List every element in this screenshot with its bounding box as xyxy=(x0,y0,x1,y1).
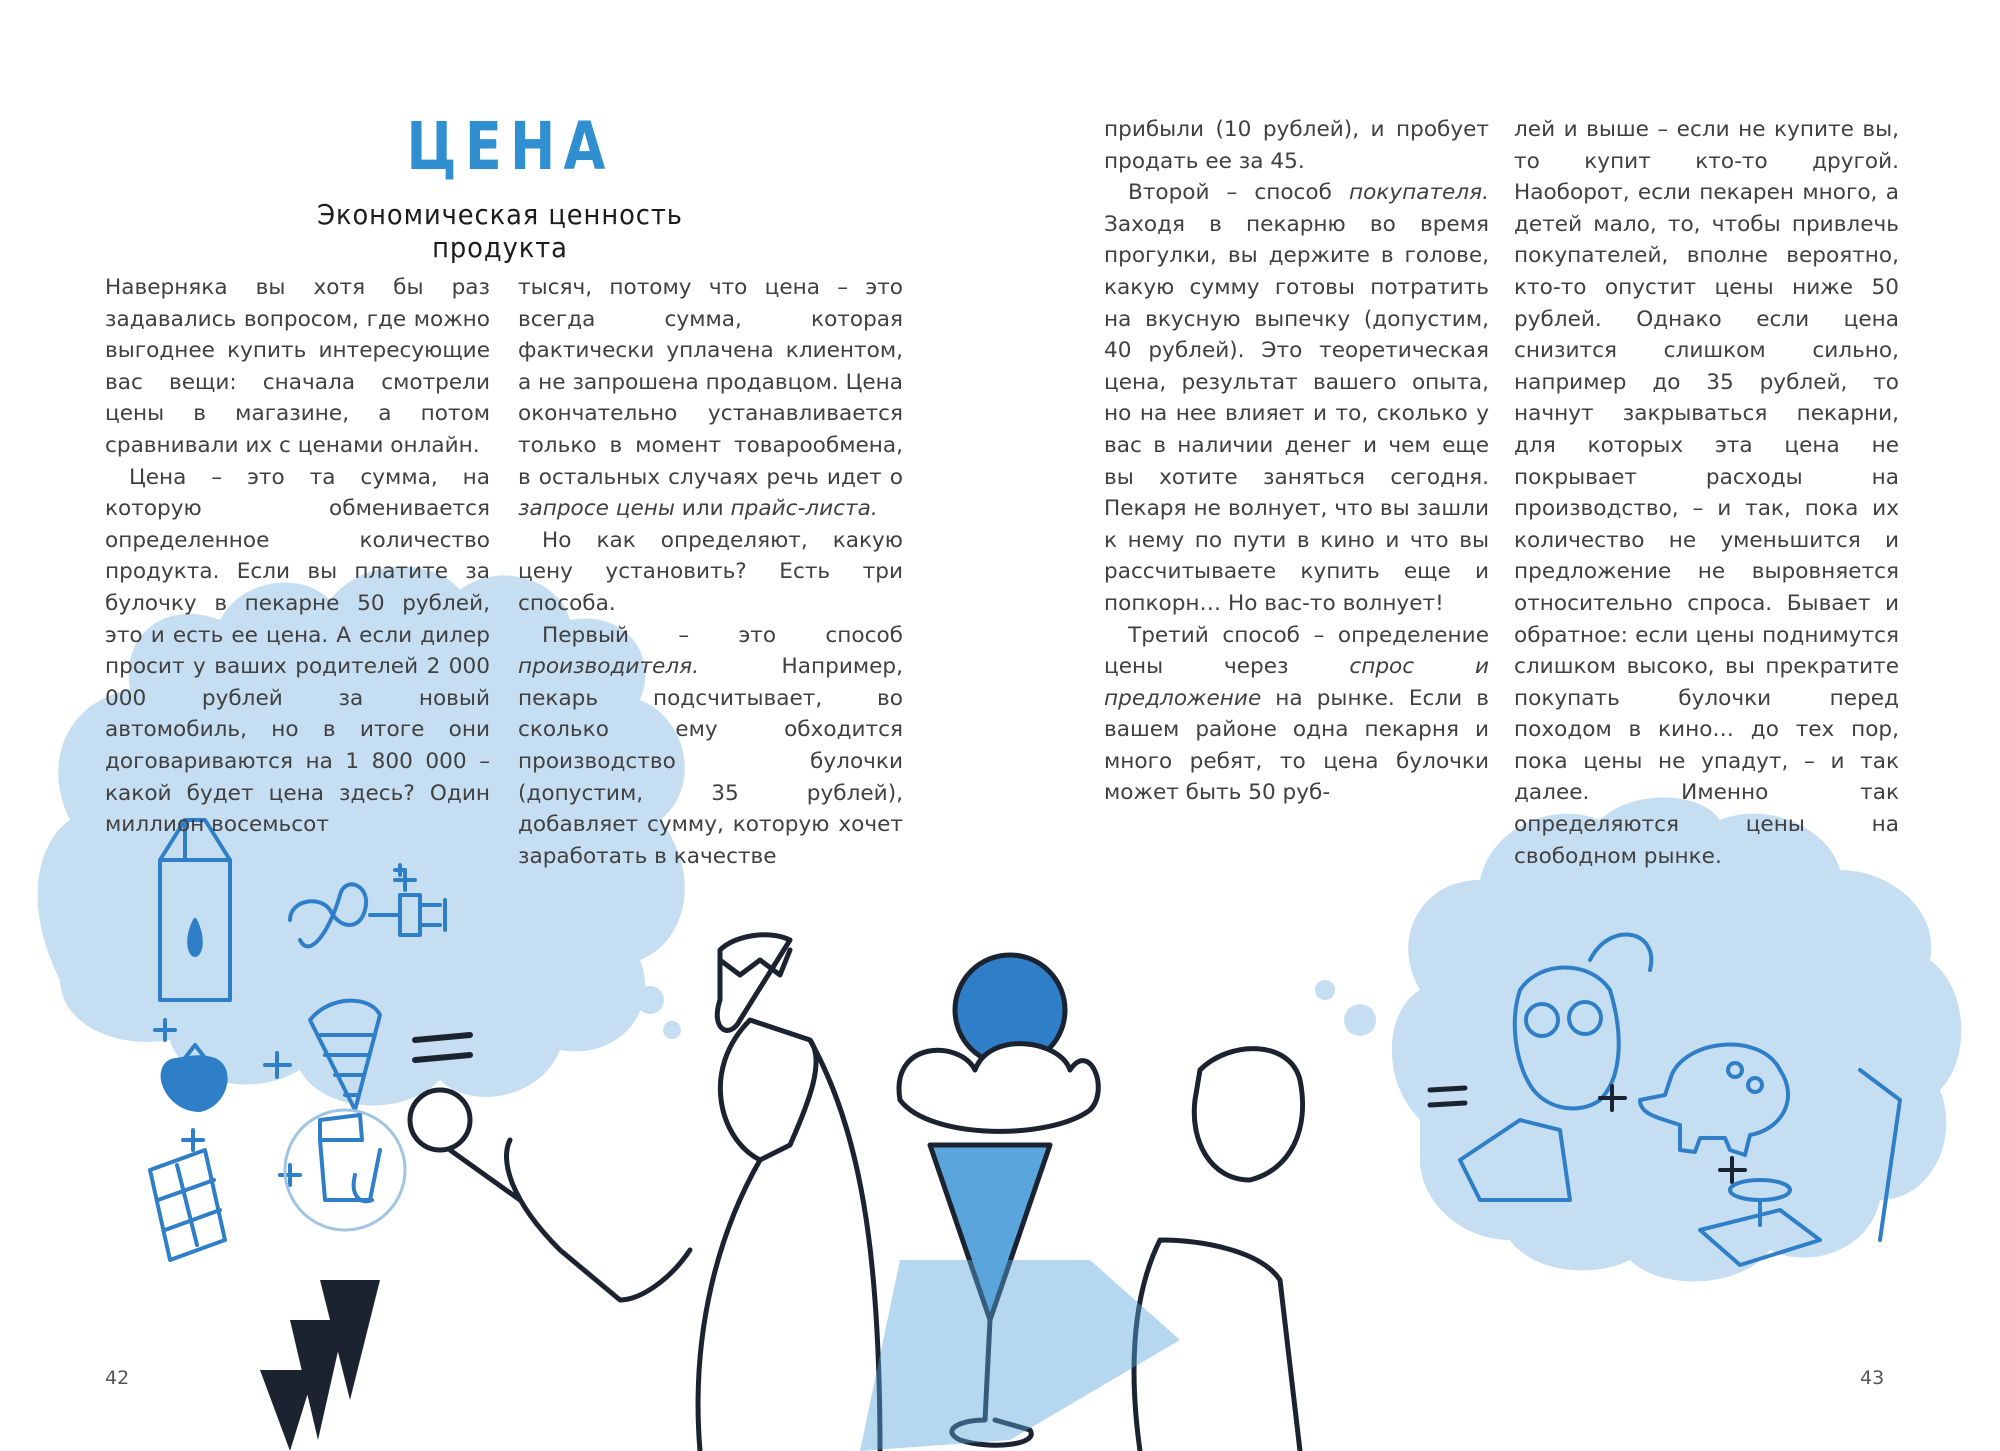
paragraph: прибыли (10 рублей), и пробует продать ее за 45. xyxy=(1104,117,1489,174)
term-emphasis: спрос и предложение xyxy=(1104,654,1489,711)
plus-sign xyxy=(183,1130,203,1150)
text-column-2 xyxy=(518,272,903,872)
term-emphasis: запросе цены xyxy=(518,496,675,522)
child-character xyxy=(1134,1049,1303,1451)
paragraph: Наверняка вы хотя бы раз задавались вопросом, где можно выгоднее купить интересующие вас вещи: сначала смотрели цены в магазине, а потом сравнивали их с ценами онлайн. xyxy=(105,275,490,458)
text-column-4 xyxy=(1514,114,1899,872)
chocolate-bar-icon xyxy=(150,1150,225,1260)
text-column-1 xyxy=(105,272,490,841)
paragraph: Второй – способ покупателя. Заходя в пекарню во время прогулки, вы держите в голове, какую сумму готовы потратить на вкусную выпечку (допустим, 40 рублей). Это теоретическая цена, результат вашего опыта, но на нее влияет и то, сколько у вас в наличии денег и чем еще вы хотите заняться сегодня. Пекаря не волнует, что вы зашли к нему по пути в кино и что вы рассчитываете купить еще и попкорн… Но вас-то волнует! xyxy=(1104,180,1489,616)
paragraph: Но как определяют, какую цену установить? Есть три способа. xyxy=(518,527,903,616)
paragraph: тысяч, потому что цена – это всегда сумма, которая фактически уплачена клиентом, а не запрошена продавцом. Цена окончательно устанавливается только в момент товарообмена, в остальных случаях речь идет о запросе цены или прайс-листа. xyxy=(518,275,903,522)
term-emphasis: производителя. xyxy=(518,654,699,680)
term-emphasis: покупателя. xyxy=(1348,180,1489,206)
page-number-right: 43 xyxy=(1860,1367,1885,1389)
plus-sign xyxy=(280,1165,300,1185)
baker-portrait-icon xyxy=(285,1110,405,1230)
page-subtitle: Экономическая ценность продукта xyxy=(317,198,683,264)
stacked-cones xyxy=(260,1280,380,1451)
page-number-left: 42 xyxy=(105,1367,130,1389)
term-emphasis: прайс-листа. xyxy=(730,496,878,522)
paragraph: лей и выше – если не купите вы, то купит кто-то другой. Наоборот, если пекарен много, а детей мало, то, чтобы привлечь покупателей, вполне вероятно, кто-то опустит цены ниже 50 рублей. Однако если цена снизится слишком сильно, например до 35 рублей, то начнут закрываться пекарни, для которых эта цена не покрывает расходы на производство, – и так, пока их количество не уменьшится и предложение не выровняется относительно спроса. Бывает и обратное: если цены поднимутся слишком высоко, вы прекратите покупать булочки перед походом в кино… до тех пор, пока цены не упадут, – и так далее. Именно так определяются цены на свободном рынке. xyxy=(1514,117,1899,869)
paragraph: Цена – это та сумма, на которую обменивается определенное количество продукта. Если вы платите за булочку в пекарне 50 рублей, это и есть ее цена. А если дилер просит у ваших родителей 2 000 000 рублей за новый автомобиль, но в итоге они договариваются на 1 800 000 – какой будет цена здесь? Один миллион восемьсот xyxy=(105,464,490,838)
text-column-3 xyxy=(1104,114,1489,809)
paragraph: Первый – это способ производителя. Например, пекарь подсчитывает, во сколько ему обходится производство булочки (допустим, 35 рублей), добавляет сумму, которую хочет заработать в качестве xyxy=(518,622,903,869)
paragraph: Третий способ – определение цены через спрос и предложение на рынке. Если в вашем районе одна пекарня и много ребят, то цена булочки может быть 50 руб- xyxy=(1104,622,1489,806)
page-title: ЦЕНА xyxy=(406,108,614,185)
counter-shadow xyxy=(860,1260,1180,1451)
